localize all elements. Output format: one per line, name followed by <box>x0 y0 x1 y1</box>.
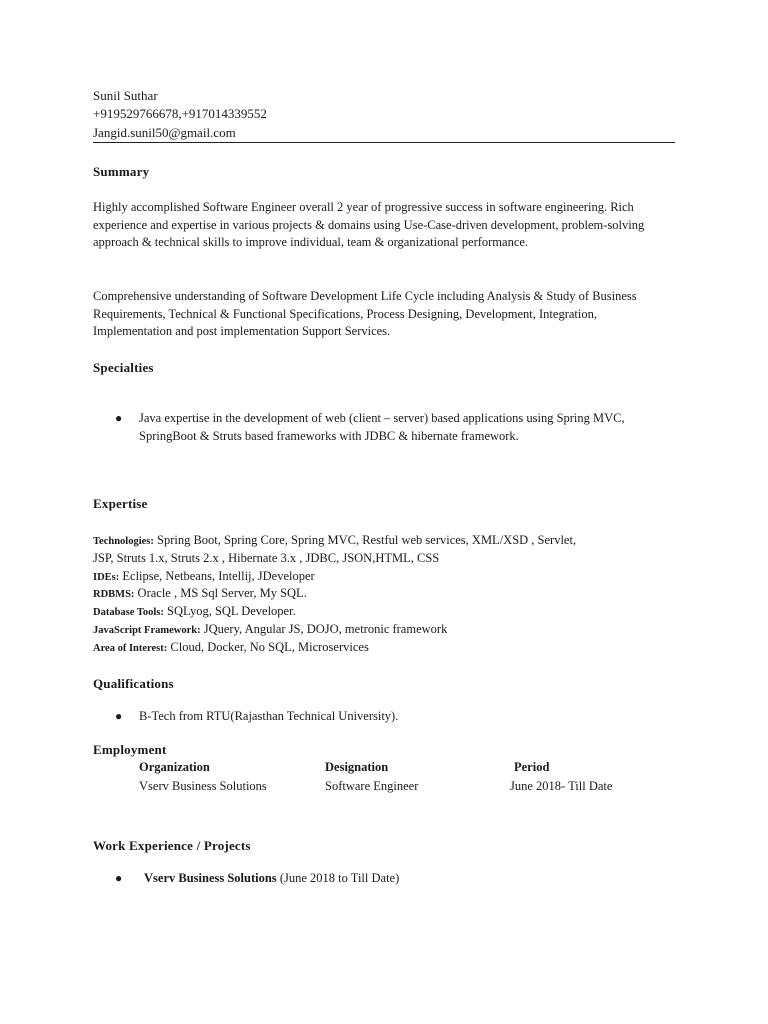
specialty-item: Java expertise in the development of web (client – server) based applications using Spring MVC, SpringBoot & Struts based frameworks with JDBC & hibernate framework. <box>139 411 625 443</box>
expertise-label: JavaScript Framework: <box>93 625 201 636</box>
expertise-row-database-tools <box>93 603 296 622</box>
expertise-value: Oracle , MS Sql Server, My SQL. <box>134 586 307 600</box>
summary-heading: Summary <box>93 164 150 179</box>
phone-numbers: +919529766678,+917014339552 <box>93 106 267 121</box>
qualification-item: B-Tech from RTU(Rajasthan Technical University). <box>139 709 399 723</box>
summary-paragraph-2: Comprehensive understanding of Software Development Life Cycle including Analysis & Study of Business Requirements, Technical & Functional Specifications, Process Designing, Development, Integration, Implementation and post implementation Support Services. <box>93 289 637 338</box>
candidate-name: Sunil Suthar <box>93 88 158 103</box>
expertise-label: Database Tools: <box>93 607 164 618</box>
employment-col-period: Period <box>514 760 550 774</box>
qualifications-heading: Qualifications <box>93 676 174 691</box>
expertise-value: JQuery, Angular JS, DOJO, metronic framework <box>200 622 448 636</box>
specialties-heading: Specialties <box>93 360 154 375</box>
employment-designation-cell: Software Engineer <box>325 779 419 793</box>
employment-period-cell: June 2018- Till Date <box>510 779 613 793</box>
expertise-label: IDEs: <box>93 572 120 583</box>
expertise-value: Cloud, Docker, No SQL, Microservices <box>167 640 369 654</box>
email-address: Jangid.sunil50@gmail.com <box>93 125 236 140</box>
bullet-icon: ● <box>115 411 123 425</box>
work-experience-heading: Work Experience / Projects <box>93 838 251 853</box>
expertise-row-technologies-cont <box>93 550 439 569</box>
expertise-value: JSP, Struts 1.x, Struts 2.x , Hibernate 3.x , JDBC, JSON,HTML, CSS <box>93 551 440 565</box>
employment-col-organization: Organization <box>139 760 210 774</box>
expertise-value: SQLyog, SQL Developer. <box>163 604 296 618</box>
expertise-row-javascript-framework <box>93 621 447 640</box>
bullet-icon: ● <box>115 709 123 723</box>
expertise-label: Technologies: <box>93 536 154 547</box>
expertise-row-technologies <box>93 532 576 551</box>
header-divider <box>93 142 675 143</box>
expertise-row-rdbms <box>93 585 307 604</box>
expertise-row-area-of-interest <box>93 639 369 658</box>
expertise-value: Spring Boot, Spring Core, Spring MVC, Restful web services, XML/XSD , Servlet, <box>153 533 577 547</box>
summary-paragraph-1: Highly accomplished Software Engineer overall 2 year of progressive success in software engineering. Rich experience and expertise in various projects & domains using Use-Case-driven development, problem-solving approach & technical skills to improve individual, team & organizational performance. <box>93 200 645 249</box>
employment-col-designation: Designation <box>325 760 389 774</box>
employment-heading: Employment <box>93 742 167 757</box>
expertise-label: Area of Interest: <box>93 643 168 654</box>
employment-organization-cell: Vserv Business Solutions <box>139 779 267 793</box>
work-company: Vserv Business Solutions <box>144 871 277 885</box>
work-period: (June 2018 to Till Date) <box>276 871 400 885</box>
expertise-row-ides <box>93 568 315 587</box>
expertise-heading: Expertise <box>93 496 148 511</box>
work-experience-item <box>144 870 399 888</box>
expertise-value: Eclipse, Netbeans, Intellij, JDeveloper <box>119 569 315 583</box>
expertise-label: RDBMS: <box>93 589 135 600</box>
bullet-icon: ● <box>115 871 123 885</box>
